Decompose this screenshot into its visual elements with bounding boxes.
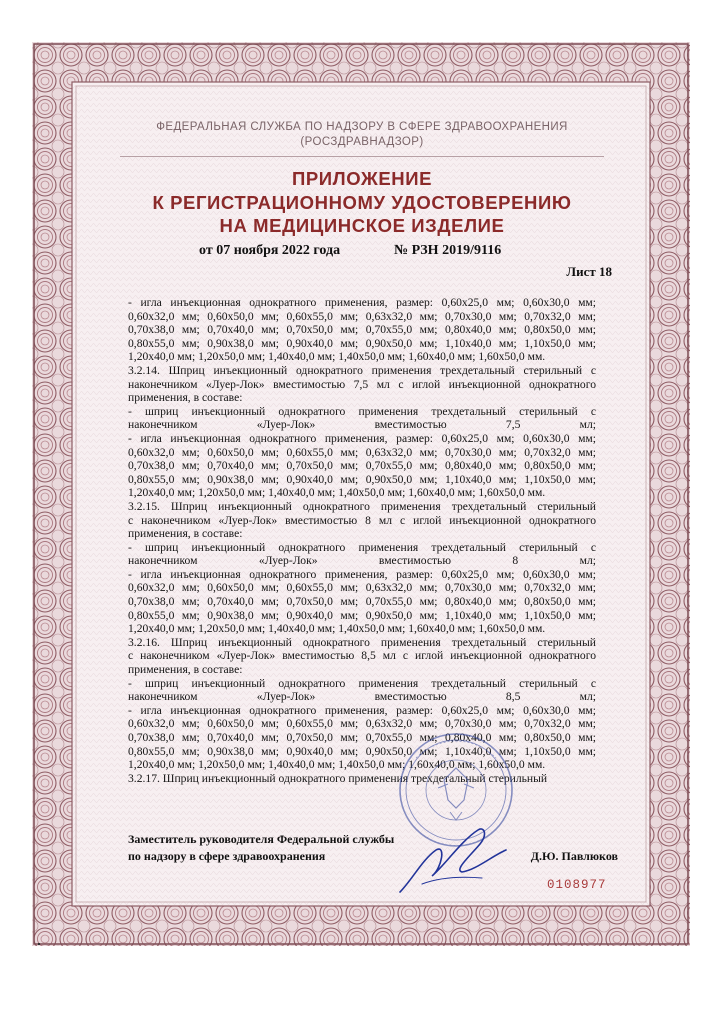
body-line: 3.2.17. Шприц инъекционный однократного применения трехдетальный стерильный (128, 771, 548, 785)
body-line: применения, в составе: (128, 527, 243, 541)
body-line: применения, в составе: (128, 663, 243, 677)
body-line: с наконечником «Луер-Лок» вместимостью 8 мл с иглой инъекционной однократного (128, 513, 596, 527)
body-line: наконечником «Луер-Лок» вместимостью 8 мл; (128, 554, 596, 568)
scan-speck (38, 943, 40, 945)
body-line: 3.2.16. Шприц инъекционный однократного применения трехдетальный стерильный (128, 635, 596, 649)
body-line: 0,60x32,0 мм; 0,60x50,0 мм; 0,60x55,0 мм; 0,63x32,0 мм; 0,70x30,0 мм; 0,70x32,0 мм; (128, 445, 596, 459)
body-line: 0,60x32,0 мм; 0,60x50,0 мм; 0,60x55,0 мм; 0,63x32,0 мм; 0,70x30,0 мм; 0,70x32,0 мм; (128, 309, 596, 323)
body-line: 3.2.15. Шприц инъекционный однократного применения трехдетальный стерильный (128, 499, 596, 513)
body-line: наконечником «Луер-Лок» вместимостью 8,5 мл; (128, 690, 596, 704)
signatory-line (128, 849, 618, 864)
body-line: 1,20x40,0 мм; 1,20x50,0 мм; 1,40x40,0 мм; 1,40x50,0 мм; 1,60x40,0 мм; 1,60x50,0 мм. (128, 350, 546, 364)
signatory-position-line1: Заместитель руководителя Федеральной службы (128, 832, 395, 846)
body-line: - игла инъекционная однократного применения, размер: 0,60x25,0 мм; 0,60x30,0 мм; (128, 567, 596, 581)
header-divider (120, 156, 604, 157)
signatory-name: Д.Ю. Павлюков (530, 849, 618, 863)
body-line: 0,70x38,0 мм; 0,70x40,0 мм; 0,70x50,0 мм; 0,70x55,0 мм; 0,80x40,0 мм; 0,80x50,0 мм; (128, 459, 596, 473)
body-line: - игла инъекционная однократного применения, размер: 0,60x25,0 мм; 0,60x30,0 мм; (128, 296, 596, 309)
body-line: 0,70x38,0 мм; 0,70x40,0 мм; 0,70x50,0 мм; 0,70x55,0 мм; 0,80x40,0 мм; 0,80x50,0 мм; (128, 595, 596, 609)
body-line: 0,80x55,0 мм; 0,90x38,0 мм; 0,90x40,0 мм; 0,90x50,0 мм; 1,10x40,0 мм; 1,10x50,0 мм; (128, 336, 596, 350)
body-line: 1,20x40,0 мм; 1,20x50,0 мм; 1,40x40,0 мм; 1,40x50,0 мм; 1,60x40,0 мм; 1,60x50,0 мм. (128, 622, 546, 636)
document-title-line1: ПРИЛОЖЕНИЕ (291, 168, 433, 189)
body-line: 0,80x55,0 мм; 0,90x38,0 мм; 0,90x40,0 мм; 0,90x50,0 мм; 1,10x40,0 мм; 1,10x50,0 мм; (128, 472, 596, 486)
body-line: - игла инъекционная однократного применения, размер: 0,60x25,0 мм; 0,60x30,0 мм; (128, 703, 596, 717)
document-title-line2: К РЕГИСТРАЦИОННОМУ УДОСТОВЕРЕНИЮ (152, 192, 572, 213)
issue-date: от 07 ноября 2022 года (199, 243, 341, 258)
body-line: с наконечником «Луер-Лок» вместимостью 8,5 мл с иглой инъекционной однократного (128, 649, 596, 663)
body-line: - шприц инъекционный однократного применения трехдетальный стерильный с (128, 540, 596, 554)
body-line: - игла инъекционная однократного применения, размер: 0,60x25,0 мм; 0,60x30,0 мм; (128, 431, 596, 445)
agency-abbreviation: (РОСЗДРАВНАДЗОР) (300, 136, 424, 148)
body-line: 1,20x40,0 мм; 1,20x50,0 мм; 1,40x40,0 мм; 1,40x50,0 мм; 1,60x40,0 мм; 1,60x50,0 мм. (128, 758, 546, 772)
body-line: наконечником «Луер-Лок» вместимостью 7,5 мл с иглой инъекционной однократного (128, 377, 596, 391)
body-line: применения, в составе: (128, 391, 243, 405)
signatory-title (128, 832, 618, 847)
handwritten-signature-icon (392, 820, 512, 900)
body-line: 0,60x32,0 мм; 0,60x50,0 мм; 0,60x55,0 мм; 0,63x32,0 мм; 0,70x30,0 мм; 0,70x32,0 мм; (128, 581, 596, 595)
form-serial-number: 0108977 (547, 878, 607, 892)
body-line: 0,80x55,0 мм; 0,90x38,0 мм; 0,90x40,0 мм; 0,90x50,0 мм; 1,10x40,0 мм; 1,10x50,0 мм; (128, 608, 596, 622)
signatory-position-line2: по надзору в сфере здравоохранения (128, 849, 326, 863)
body-line: - шприц инъекционный однократного применения трехдетальный стерильный с (128, 404, 596, 418)
agency-name: ФЕДЕРАЛЬНАЯ СЛУЖБА ПО НАДЗОРУ В СФЕРЕ ЗДРАВООХРАНЕНИЯ (156, 121, 568, 133)
document-body (128, 296, 596, 785)
body-line: 0,70x38,0 мм; 0,70x40,0 мм; 0,70x50,0 мм; 0,70x55,0 мм; 0,80x40,0 мм; 0,80x50,0 мм; (128, 731, 596, 744)
body-line: - шприц инъекционный однократного применения трехдетальный стерильный с (128, 676, 596, 690)
body-line: 0,60x32,0 мм; 0,60x50,0 мм; 0,60x55,0 мм; 0,63x32,0 мм; 0,70x30,0 мм; 0,70x32,0 мм; (128, 717, 596, 731)
sheet-number: Лист 18 (566, 264, 612, 279)
body-line: 1,20x40,0 мм; 1,20x50,0 мм; 1,40x40,0 мм; 1,40x50,0 мм; 1,60x40,0 мм; 1,60x50,0 мм. (128, 486, 546, 500)
body-line: 0,70x38,0 мм; 0,70x40,0 мм; 0,70x50,0 мм; 0,70x55,0 мм; 0,80x40,0 мм; 0,80x50,0 мм; (128, 323, 596, 337)
document-title-line3: НА МЕДИЦИНСКОЕ ИЗДЕЛИЕ (219, 215, 505, 236)
body-line: 3.2.14. Шприц инъекционный однократного применения трехдетальный стерильный с (128, 363, 596, 377)
body-line: 0,80x55,0 мм; 0,90x38,0 мм; 0,90x40,0 мм; 0,90x50,0 мм; 1,10x40,0 мм; 1,10x50,0 мм; (128, 744, 596, 758)
body-line: наконечником «Луер-Лок» вместимостью 7,5 мл; (128, 418, 596, 432)
registration-number: № РЗН 2019/9116 (394, 243, 502, 258)
